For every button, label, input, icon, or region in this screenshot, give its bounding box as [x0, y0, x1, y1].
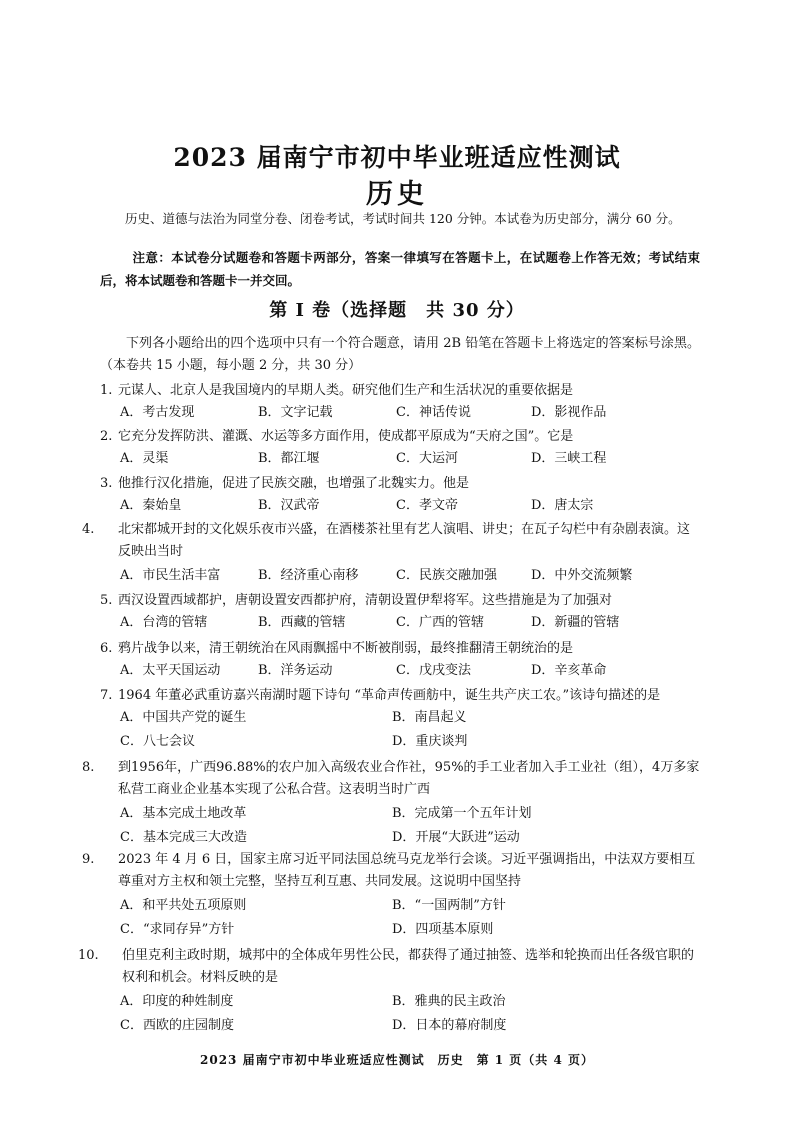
option-c[interactable]: C．戊戌变法 [396, 663, 471, 678]
question-8 [82, 757, 700, 845]
question-stem: 他推行汉化措施，促进了民族交融，也增强了北魏实力。他是 [118, 476, 470, 491]
question-number: 8. [82, 760, 95, 775]
question-10 [78, 945, 700, 1033]
option-a[interactable]: A．和平共处五项原则 [120, 898, 247, 913]
option-d[interactable]: D．四项基本原则 [392, 922, 494, 937]
option-d[interactable]: D．中外交流频繁 [531, 568, 633, 583]
question-stem: 它充分发挥防洪、灌溉、水运等多方面作用，使成都平原成为“天府之国”。它是 [118, 429, 574, 444]
option-d[interactable]: D．辛亥革命 [531, 663, 607, 678]
option-a[interactable]: A．太平天国运动 [120, 663, 221, 678]
option-b[interactable]: B．雅典的民主政治 [392, 994, 506, 1009]
question-number: 6. [100, 641, 113, 656]
question-number: 9. [82, 852, 95, 867]
option-a[interactable]: A．台湾的管辖 [120, 615, 208, 630]
question-stem: 鸦片战争以来，清王朝统治在风雨飘摇中不断被削弱，最终推翻清王朝统治的是 [118, 641, 574, 656]
option-a[interactable]: A．市民生活丰富 [120, 568, 221, 583]
option-d[interactable]: D．影视作品 [531, 405, 607, 420]
question-stem: 1964 年董必武重访嘉兴南湖时题下诗句 “革命声传画舫中，诞生共产庆工农。”该诗句描述的是 [118, 688, 661, 703]
question-stem: 元谋人、北京人是我国境内的早期人类。研究他们生产和生活状况的重要依据是 [118, 383, 574, 398]
options-row [100, 565, 700, 587]
question-number: 3. [100, 476, 113, 491]
option-b[interactable]: B．经济重心南移 [258, 568, 359, 583]
option-c[interactable]: C．民族交融加强 [396, 568, 497, 583]
option-d[interactable]: D．开展“大跃进”运动 [392, 830, 520, 845]
question-9 [82, 849, 700, 937]
option-b[interactable]: B．洋务运动 [258, 663, 333, 678]
option-a[interactable]: A．印度的种姓制度 [120, 994, 234, 1009]
question-number: 2. [100, 429, 113, 444]
options-row [100, 803, 700, 825]
exam-notice: 注意：本试卷分试题卷和答题卡两部分，答案一律填写在答题卡上，在试题卷上作答无效；考试结束后，将本试题卷和答题卡一并交回。 [100, 250, 700, 288]
question-3 [100, 473, 700, 513]
options-row [100, 827, 700, 849]
options-row [100, 731, 700, 753]
question-number: 4. [82, 522, 95, 537]
option-a[interactable]: A．灵渠 [120, 451, 169, 466]
option-d[interactable]: D．重庆谈判 [392, 734, 468, 749]
option-a[interactable]: A．中国共产党的诞生 [120, 710, 247, 725]
option-b[interactable]: B．南昌起义 [392, 710, 467, 725]
options-row [100, 707, 700, 729]
option-a[interactable]: A．基本完成土地改革 [120, 806, 247, 821]
option-d[interactable]: D．唐太宗 [531, 498, 594, 513]
question-number: 7. [100, 688, 113, 703]
option-c[interactable]: C．“求同存异”方针 [120, 922, 235, 937]
option-b[interactable]: B．“一国两制”方针 [392, 898, 506, 913]
options-row [100, 612, 700, 634]
page-footer: 2023 届南宁市初中毕业班适应性测试 历史 第 1 页（共 4 页） [200, 1053, 594, 1067]
option-c[interactable]: C．八七会议 [120, 734, 195, 749]
option-c[interactable]: C．广西的管辖 [396, 615, 484, 630]
options-row [100, 1015, 700, 1037]
option-a[interactable]: A．考古发现 [120, 405, 195, 420]
question-7 [100, 685, 700, 749]
options-row [100, 895, 700, 917]
section-instructions: 下列各小题给出的四个选项中只有一个符合题意，请用 2B 铅笔在答题卡上将选定的答案标号涂黑。（本卷共 15 小题，每小题 2 分，共 30 分） [100, 336, 700, 373]
question-number: 1. [100, 383, 113, 398]
section-title: 第 I 卷（选择题 共 30 分） [269, 300, 525, 321]
option-d[interactable]: D．新疆的管辖 [531, 615, 620, 630]
question-2 [100, 426, 700, 466]
exam-title: 2023 届南宁市初中毕业班适应性测试 [173, 143, 621, 172]
option-c[interactable]: C．大运河 [396, 451, 458, 466]
options-row [100, 919, 700, 941]
option-d[interactable]: D．三峡工程 [531, 451, 607, 466]
question-number: 5. [100, 593, 113, 608]
option-a[interactable]: A．秦始皇 [120, 498, 182, 513]
question-4 [82, 519, 700, 583]
subject-title: 历史 [366, 179, 428, 210]
options-row [100, 991, 700, 1013]
question-stem: 伯里克利主政时期，城邦中的全体成年男性公民，都获得了通过抽签、选举和轮换而出任各级官职的权利和机会。材料反映的是 [122, 948, 695, 985]
option-b[interactable]: B．汉武帝 [258, 498, 320, 513]
question-6 [100, 638, 700, 678]
question-stem: 西汉设置西域都护，唐朝设置安西都护府，清朝设置伊犁将军。这些措施是为了加强对 [118, 593, 613, 608]
option-d[interactable]: D．日本的幕府制度 [392, 1018, 507, 1033]
options-row [100, 402, 700, 424]
exam-intro: 历史、道德与法治为同堂分卷、闭卷考试，考试时间共 120 分钟。本试卷为历史部分，满分 60 分。 [125, 211, 681, 226]
option-c[interactable]: C．西欧的庄园制度 [120, 1018, 234, 1033]
option-b[interactable]: B．文字记载 [258, 405, 333, 420]
option-b[interactable]: B．完成第一个五年计划 [392, 806, 532, 821]
options-row [100, 448, 700, 470]
option-c[interactable]: C．孝文帝 [396, 498, 458, 513]
option-c[interactable]: C．神话传说 [396, 405, 471, 420]
question-1 [100, 380, 700, 420]
option-b[interactable]: B．西藏的管辖 [258, 615, 346, 630]
option-b[interactable]: B．都江堰 [258, 451, 320, 466]
options-row [100, 495, 700, 517]
question-number: 10. [78, 948, 99, 963]
option-c[interactable]: C．基本完成三大改造 [120, 830, 247, 845]
question-5 [100, 590, 700, 630]
question-stem: 2023 年 4 月 6 日，国家主席习近平同法国总统马克龙举行会谈。习近平强调指出，中法双方要相互尊重对方主权和领土完整，坚持互利互惠、共同发展。这说明中国坚持 [118, 852, 696, 889]
question-stem: 到1956年，广西96.88%的农户加入高级农业合作社，95%的手工业者加入手工业社（组），4万多家私营工商业企业基本实现了公私合营。这表明当时广西 [118, 760, 700, 797]
question-stem: 北宋都城开封的文化娱乐夜市兴盛，在酒楼茶社里有艺人演唱、讲史；在瓦子勾栏中有杂剧表演。这反映出当时 [118, 522, 691, 559]
options-row [100, 660, 700, 682]
